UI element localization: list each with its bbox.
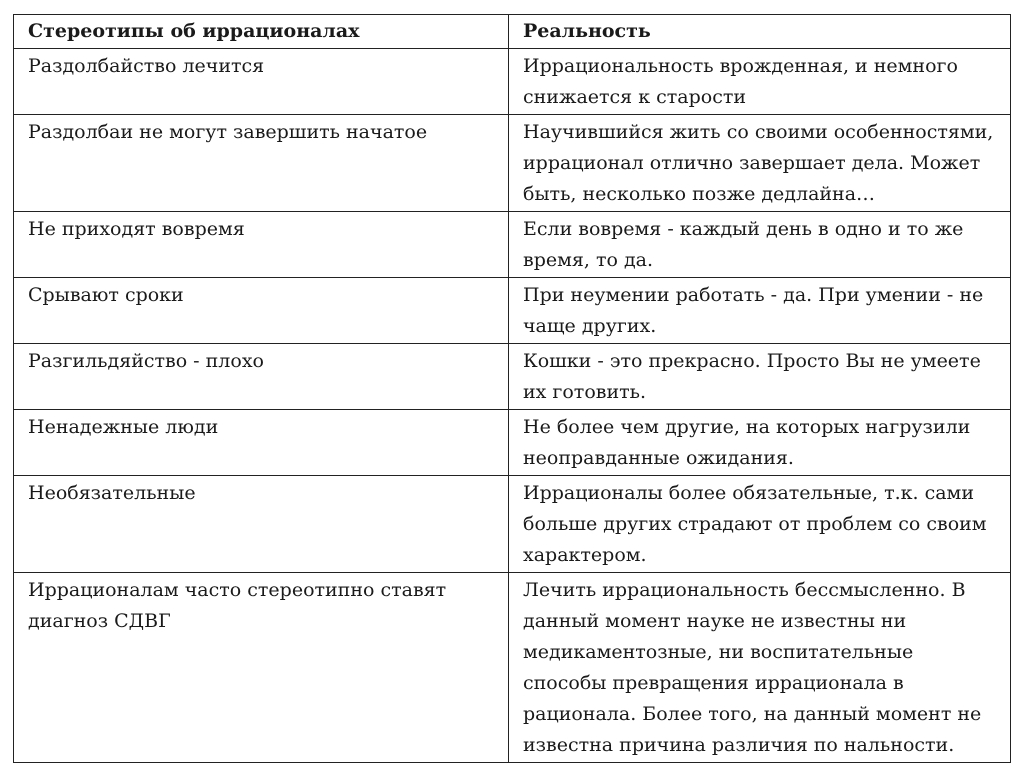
stereotype-cell: Разгильдяйство - плохо: [14, 344, 509, 410]
stereotype-cell: Иррационалам часто стереотипно ставят диагноз СДВГ: [14, 573, 509, 763]
stereotype-cell: Ненадежные люди: [14, 410, 509, 476]
table-row: [14, 476, 1011, 573]
table-row: [14, 49, 1011, 115]
table-header-row: [14, 15, 1011, 49]
reality-cell: Иррационалы более обязательные, т.к. сами больше других страдают от проблем со своим характером.: [509, 476, 1011, 573]
header-reality: Реальность: [509, 15, 1011, 49]
reality-cell: Иррациональность врожденная, и немного снижается к старости: [509, 49, 1011, 115]
table-row: [14, 212, 1011, 278]
header-stereotypes: Стереотипы об иррационалах: [14, 15, 509, 49]
table-row: [14, 573, 1011, 763]
stereotype-cell: Срывают сроки: [14, 278, 509, 344]
reality-cell: Научившийся жить со своими особенностями, иррационал отлично завершает дела. Может быть, несколько позже дедлайна…: [509, 115, 1011, 212]
stereotype-cell: Раздолбаи не могут завершить начатое: [14, 115, 509, 212]
reality-cell: Кошки - это прекрасно. Просто Вы не умеете их готовить.: [509, 344, 1011, 410]
table-row: [14, 115, 1011, 212]
reality-cell: Лечить иррациональность бессмысленно. В данный момент науке не известны ни медикаментозные, ни воспитательные способы превращения иррационала в рационала. Более того, на данный момент не известна причина различия по нальности.: [509, 573, 1011, 763]
reality-cell: При неумении работать - да. При умении - не чаще других.: [509, 278, 1011, 344]
stereotype-cell: Не приходят вовремя: [14, 212, 509, 278]
stereotype-cell: Необязательные: [14, 476, 509, 573]
table-row: [14, 410, 1011, 476]
table-row: [14, 344, 1011, 410]
table-row: [14, 278, 1011, 344]
stereotypes-table-container: [13, 14, 1010, 763]
reality-cell: Не более чем другие, на которых нагрузили неоправданные ожидания.: [509, 410, 1011, 476]
reality-cell: Если вовремя - каждый день в одно и то же время, то да.: [509, 212, 1011, 278]
stereotype-cell: Раздолбайство лечится: [14, 49, 509, 115]
stereotypes-table: [13, 14, 1011, 763]
